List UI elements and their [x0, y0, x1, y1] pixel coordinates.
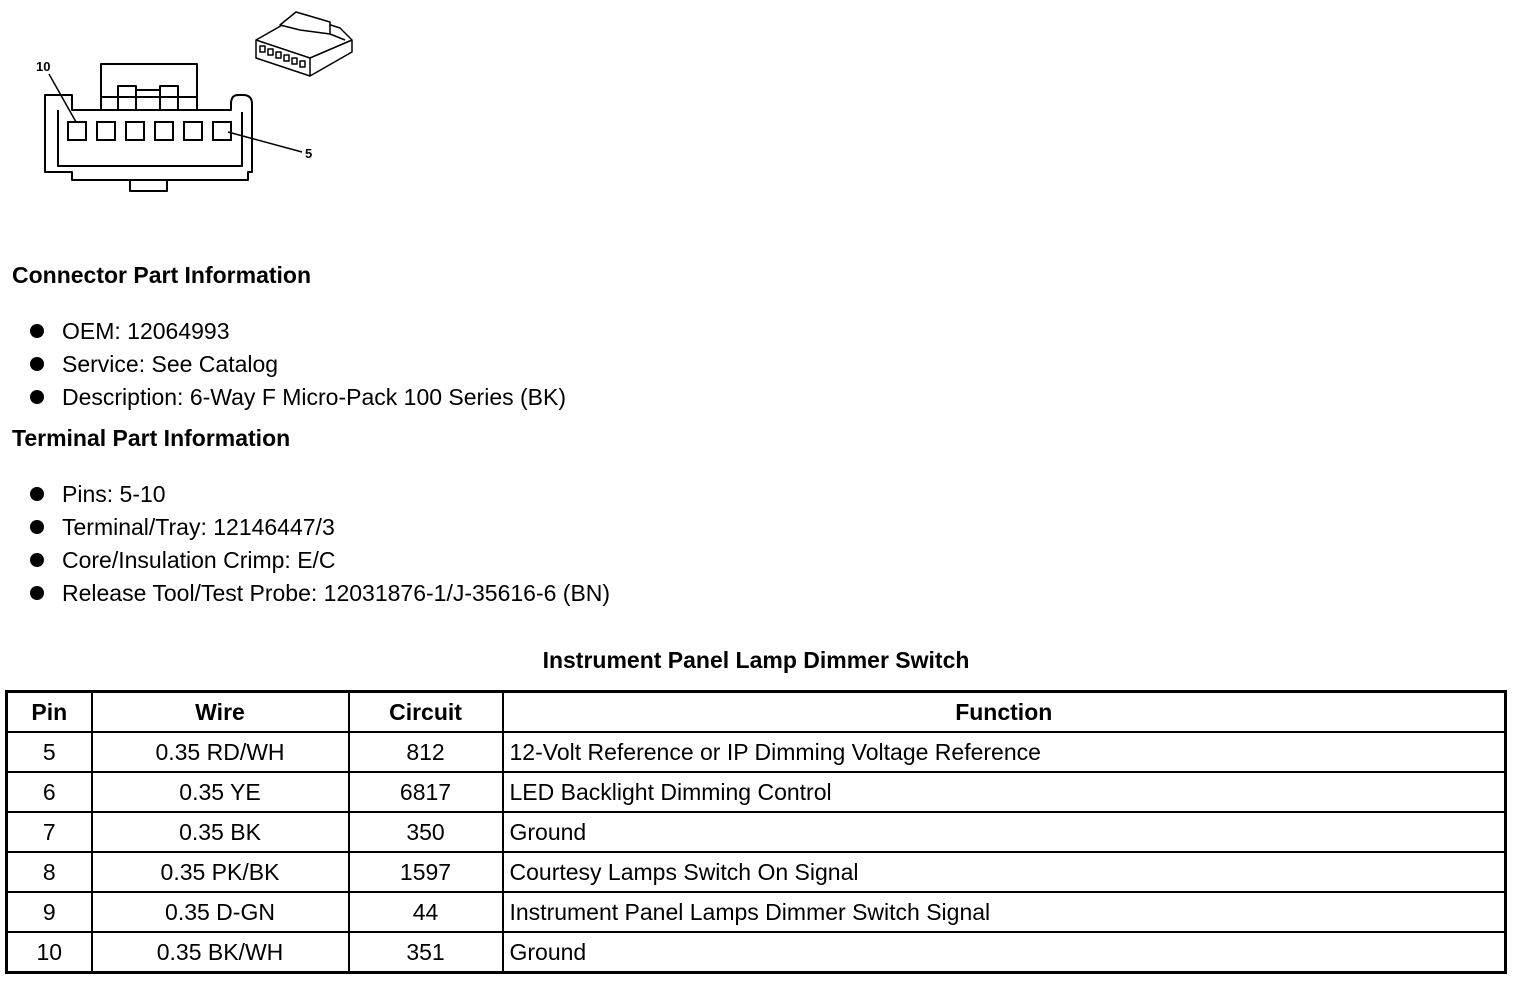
wire-cell: 0.35 BK — [92, 812, 349, 852]
pin-cell: 10 — [7, 932, 92, 973]
terminal-info-list — [28, 479, 610, 611]
pin-cavity — [155, 122, 173, 140]
table-row — [7, 892, 1506, 932]
bottom-key — [130, 180, 167, 191]
function-cell: Ground — [503, 932, 1506, 973]
column-header-pin: Pin — [7, 692, 92, 733]
terminal-info-tray: Terminal/Tray: 12146447/3 — [28, 512, 610, 545]
pin-cavity — [68, 122, 86, 140]
column-header-circuit: Circuit — [349, 692, 503, 733]
circuit-cell: 6817 — [349, 772, 503, 812]
wire-cell: 0.35 BK/WH — [92, 932, 349, 973]
table-row — [7, 932, 1506, 973]
bullet-icon — [30, 357, 44, 371]
terminal-info-pins: Pins: 5-10 — [28, 479, 610, 512]
pin-table — [5, 690, 1507, 974]
function-cell: Instrument Panel Lamps Dimmer Switch Signal — [503, 892, 1506, 932]
bullet-icon — [30, 390, 44, 404]
circuit-cell: 350 — [349, 812, 503, 852]
wire-cell: 0.35 PK/BK — [92, 852, 349, 892]
table-row — [7, 812, 1506, 852]
pin-callout-5: 5 — [305, 146, 313, 161]
pin-cell: 6 — [7, 772, 92, 812]
table-row — [7, 772, 1506, 812]
circuit-cell: 44 — [349, 892, 503, 932]
connector-info-heading: Connector Part Information — [12, 262, 312, 288]
pin-cell: 8 — [7, 852, 92, 892]
table-row — [7, 732, 1506, 772]
top-latch — [101, 64, 197, 110]
pin-cavity — [97, 122, 115, 140]
connector-info-oem: OEM: 12064993 — [28, 316, 566, 349]
table-row — [7, 852, 1506, 892]
column-header-function: Function — [503, 692, 1506, 733]
connector-iso-view — [256, 12, 352, 76]
terminal-info-crimp: Core/Insulation Crimp: E/C — [28, 545, 610, 578]
wire-cell: 0.35 RD/WH — [92, 732, 349, 772]
circuit-cell: 351 — [349, 932, 503, 973]
pin-cavity — [126, 122, 144, 140]
function-cell: 12-Volt Reference or IP Dimming Voltage Reference — [503, 732, 1506, 772]
connector-info-description: Description: 6-Way F Micro-Pack 100 Series (BK) — [28, 382, 566, 415]
circuit-cell: 1597 — [349, 852, 503, 892]
function-cell: LED Backlight Dimming Control — [503, 772, 1506, 812]
pin-cavity — [213, 122, 231, 140]
pin-cell: 9 — [7, 892, 92, 932]
terminal-info-release-tool: Release Tool/Test Probe: 12031876-1/J-35616-6 (BN) — [28, 578, 610, 611]
connector-info-service: Service: See Catalog — [28, 349, 566, 382]
pin-cavity — [184, 122, 202, 140]
function-cell: Ground — [503, 812, 1506, 852]
bullet-icon — [30, 553, 44, 567]
pin-cell: 7 — [7, 812, 92, 852]
pin-cell: 5 — [7, 732, 92, 772]
bullet-icon — [30, 487, 44, 501]
terminal-info-heading: Terminal Part Information — [12, 425, 291, 451]
connector-info-list — [28, 316, 566, 415]
table-title: Instrument Panel Lamp Dimmer Switch — [542, 647, 970, 673]
wire-cell: 0.35 YE — [92, 772, 349, 812]
bullet-icon — [30, 520, 44, 534]
connector-diagram — [0, 0, 380, 210]
table-header-row — [7, 692, 1506, 733]
pin-callout-10: 10 — [36, 59, 51, 74]
bullet-icon — [30, 324, 44, 338]
circuit-cell: 812 — [349, 732, 503, 772]
bullet-icon — [30, 586, 44, 600]
column-header-wire: Wire — [92, 692, 349, 733]
function-cell: Courtesy Lamps Switch On Signal — [503, 852, 1506, 892]
wire-cell: 0.35 D-GN — [92, 892, 349, 932]
